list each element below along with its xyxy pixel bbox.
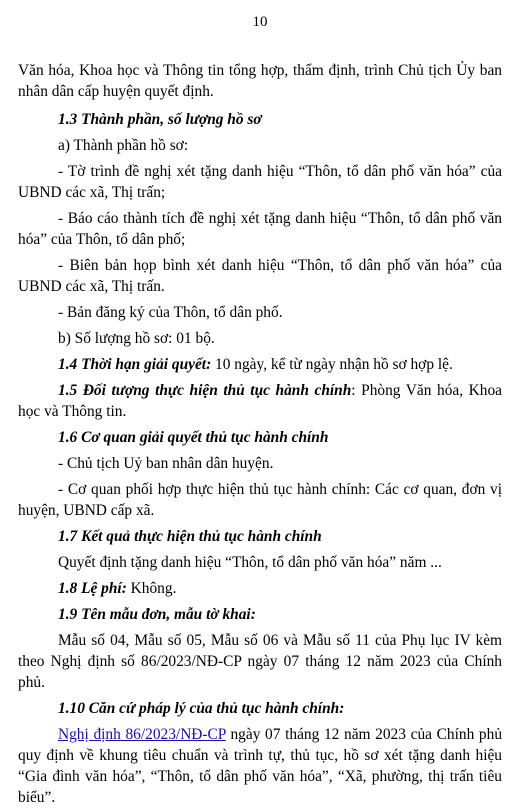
- section-1-10-text: [18, 724, 502, 808]
- section-1-8-heading: 1.8 Lệ phí:: [58, 580, 127, 597]
- document-body: [18, 60, 502, 808]
- section-1-5: [18, 380, 502, 422]
- section-1-10-body: ngày 07 tháng 12 năm 2023 của Chính phủ quy định về khung tiêu chuẩn và trình tự, thủ tục, hồ sơ xét tặng danh hiệu “Gia đình văn hóa”, “Thôn, tổ dân phố văn hóa”, “Xã, phường, thị trấn tiêu biểu”.: [18, 726, 503, 806]
- section-1-7-text: Quyết định tặng danh hiệu “Thôn, tổ dân phố văn hóa” năm ...: [58, 554, 442, 571]
- section-1-3-b-label: b) Số lượng hồ sơ: 01 bộ.: [58, 330, 215, 347]
- decree-link[interactable]: Nghị định 86/2023/NĐ-CP: [58, 726, 226, 743]
- section-1-3-item-4: - Bản đăng ký của Thôn, tổ dân phố.: [58, 304, 283, 321]
- section-1-6-heading: 1.6 Cơ quan giải quyết thủ tục hành chính: [58, 429, 329, 446]
- section-1-7-heading: 1.7 Kết quả thực hiện thủ tục hành chính: [58, 528, 322, 545]
- section-1-8-text: Không.: [126, 580, 177, 597]
- section-1-5-heading: 1.5 Đối tượng thực hiện thủ tục hành chính: [58, 382, 352, 399]
- section-1-4-heading: 1.4 Thời hạn giải quyết:: [58, 356, 212, 373]
- section-1-3-item-1: - Tờ trình đề nghị xét tặng danh hiệu “Thôn, tổ dân phố văn hóa” của UBND các xã, Thị trấn;: [18, 163, 502, 201]
- section-1-8: [18, 578, 502, 599]
- section-1-3-heading: 1.3 Thành phần, số lượng hồ sơ: [58, 111, 262, 128]
- section-1-3-a-label: a) Thành phần hồ sơ:: [58, 137, 189, 154]
- intro-paragraph: Văn hóa, Khoa học và Thông tin tổng hợp, thẩm định, trình Chủ tịch Ủy ban nhân dân cấp huyện quyết định.: [18, 62, 502, 100]
- section-1-6-item-2: - Cơ quan phối hợp thực hiện thủ tục hành chính: Các cơ quan, đơn vị huyện, UBND cấp xã.: [18, 481, 502, 519]
- section-1-10-heading: 1.10 Căn cứ pháp lý của thủ tục hành chính:: [58, 700, 345, 717]
- page-number: 10: [252, 14, 268, 30]
- section-1-4-text: 10 ngày, kể từ ngày nhận hồ sơ hợp lệ.: [211, 356, 453, 373]
- section-1-4: [18, 354, 502, 375]
- section-1-3-item-2: - Báo cáo thành tích đề nghị xét tặng danh hiệu “Thôn, tổ dân phố văn hóa” của Thôn, tổ dân phố;: [18, 210, 502, 248]
- section-1-9-heading: 1.9 Tên mẫu đơn, mẫu tờ khai:: [58, 606, 256, 623]
- section-1-6-item-1: - Chủ tịch Uỷ ban nhân dân huyện.: [58, 455, 274, 472]
- section-1-3-item-3: - Biên bản họp bình xét danh hiệu “Thôn, tổ dân phố văn hóa” của UBND các xã, Thị trấn.: [18, 257, 502, 295]
- section-1-5-text: : Phòng Văn hóa, Khoa học và Thông tin.: [18, 382, 502, 420]
- section-1-9-text: Mẫu số 04, Mẫu số 05, Mẫu số 06 và Mẫu số 11 của Phụ lục IV kèm theo Nghị định số 86/2023/NĐ-CP ngày 07 tháng 12 năm 2023 của Chính phủ.: [18, 632, 502, 691]
